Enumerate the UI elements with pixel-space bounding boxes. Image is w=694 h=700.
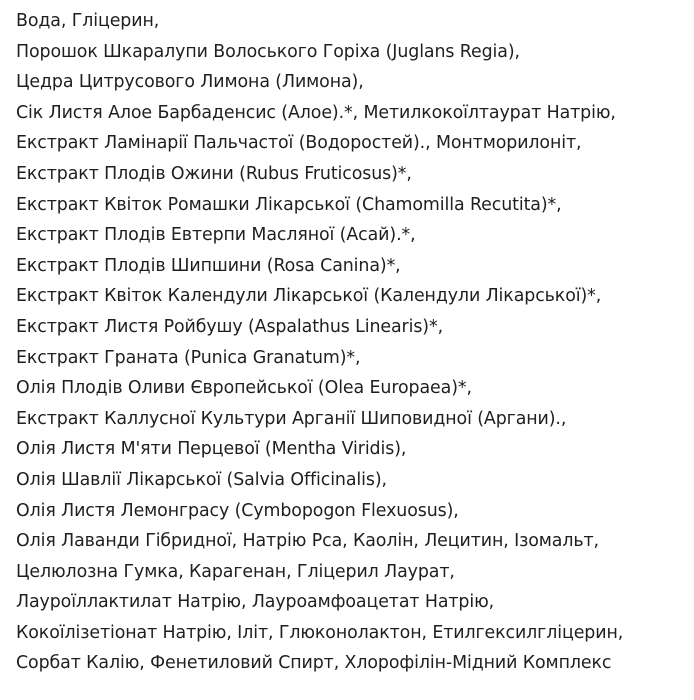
ingredient-line: Целюлозна Гумка, Карагенан, Гліцерил Лаурат, (16, 561, 455, 582)
ingredient-line: Олія Шавлії Лікарської (Salvia Officinalis), (16, 469, 387, 490)
ingredient-line: Екстракт Каллусної Культури Арганії Шиповидної (Аргани)., (16, 408, 567, 429)
ingredient-line: Порошок Шкаралупи Волоського Горіха (Juglans Regia), (16, 41, 520, 62)
ingredient-line: Олія Лаванди Гібридної, Натрію Pca, Каолін, Лецитин, Ізомальт, (16, 531, 599, 552)
ingredient-line: Екстракт Квіток Календули Лікарської (Календули Лікарської)*, (16, 286, 602, 307)
ingredient-line: Вода, Гліцерин, (16, 11, 160, 31)
ingredient-line: Екстракт Плодів Ожини (Rubus Fruticosus)*, (16, 163, 412, 184)
ingredient-line: Цедра Цитрусового Лимона (Лимона), (16, 72, 364, 93)
ingredient-line: Екстракт Граната (Punica Granatum)*, (16, 347, 361, 368)
ingredient-line: Екстракт Плодів Евтерпи Масляної (Асай).*, (16, 225, 416, 246)
ingredient-line: Кокоїлізетіонат Натрію, Іліт, Глюконолактон, Етилгексилгліцерин, (16, 622, 624, 643)
ingredient-line: Олія Листя М'яти Перцевої (Mentha Viridis), (16, 439, 407, 460)
ingredient-line: Екстракт Плодів Шипшини (Rosa Canina)*, (16, 255, 401, 276)
ingredient-line: Олія Листя Лемонграсу (Cymbopogon Flexuosus), (16, 500, 459, 521)
ingredient-line: Лауроїллактилат Натрію, Лауроамфоацетат Натрію, (16, 592, 495, 613)
ingredient-line: Олія Плодів Оливи Європейської (Olea Europaea)*, (16, 378, 472, 399)
ingredient-line: Екстракт Квіток Ромашки Лікарської (Chamomilla Recutita)*, (16, 194, 562, 215)
ingredient-line: Сік Листя Алое Барбаденсис (Алое).*, Метилкокоїлтаурат Натрію, (16, 102, 616, 123)
ingredient-line: Сорбат Калію, Фенетиловий Спирт, Хлорофілін-Мідний Комплекс (16, 653, 612, 674)
ingredient-line: Екстракт Ламінарії Пальчастої (Водоростей)., Монтморилоніт, (16, 133, 582, 154)
ingredient-line: Екстракт Листя Ройбушу (Aspalathus Linearis)*, (16, 316, 444, 337)
